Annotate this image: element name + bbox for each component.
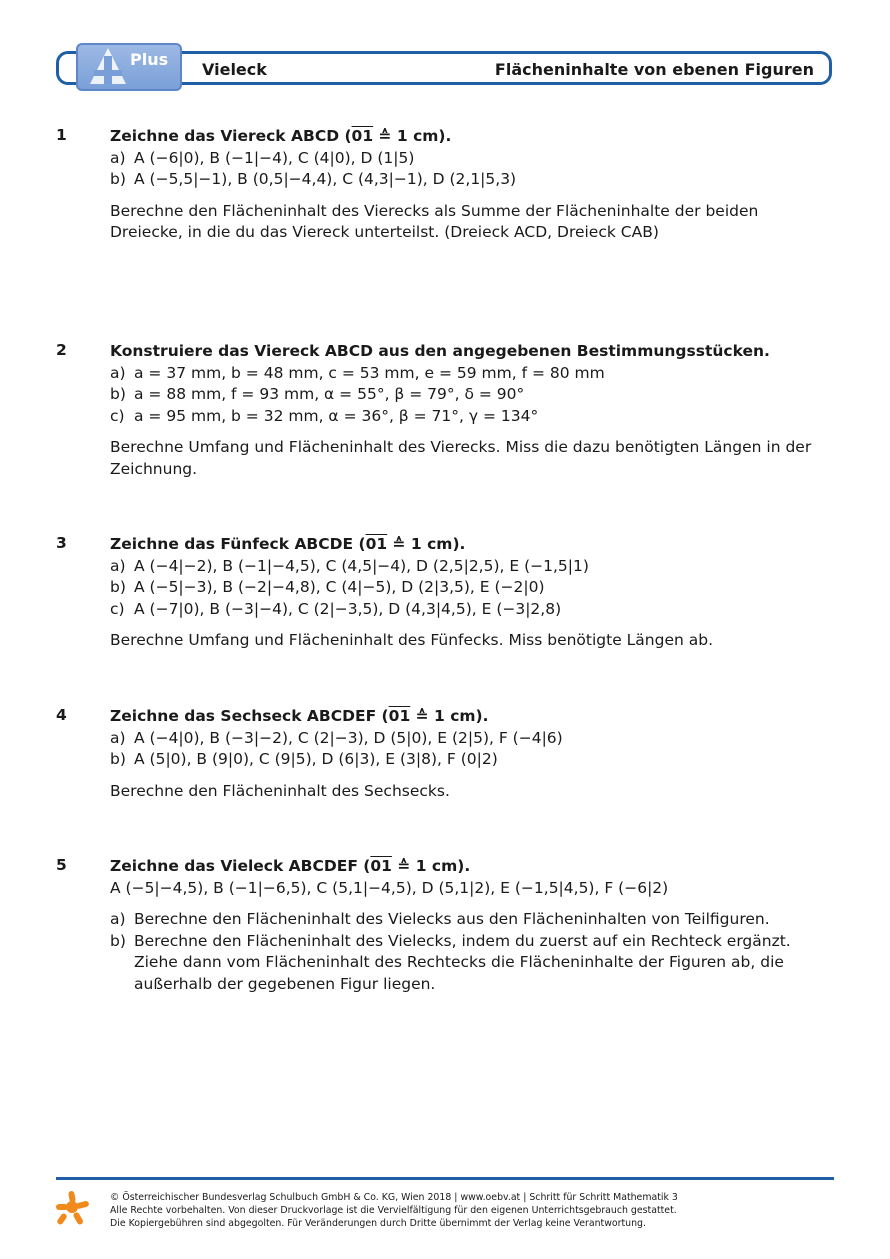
list-item: c) a = 95 mm, b = 32 mm, α = 36°, β = 71°, γ = 134° bbox=[110, 406, 539, 425]
task-title: Konstruiere das Viereck ABCD aus den angegebenen Bestimmungsstücken. bbox=[110, 342, 770, 360]
task-note: Berechne den Flächeninhalt des Sechsecks. bbox=[110, 781, 450, 800]
list-item: b) A (5|0), B (9|0), C (9|5), D (6|3), E (3|8), F (0|2) bbox=[110, 750, 498, 768]
task-title: Zeichne das Viereck ABCD (01 ≙ 1 cm). bbox=[110, 127, 452, 145]
list-item: c) A (−7|0), B (−3|−4), C (2|−3,5), D (4,3|4,5), E (−3|2,8) bbox=[110, 599, 562, 618]
footer-line: Die Kopiergebühren sind abgegolten. Für Veränderungen durch Dritte übernimmt der Verlag keine Verantwortung. bbox=[110, 1218, 646, 1229]
plus-badge-label: Plus bbox=[130, 50, 169, 69]
task-title: Zeichne das Sechseck ABCDEF (01 ≙ 1 cm). bbox=[110, 707, 489, 725]
footer-line: © Österreichischer Bundesverlag Schulbuch GmbH & Co. KG, Wien 2018 | www.oebv.at | Schritt für Schritt Mathematik 3 bbox=[110, 1192, 678, 1203]
task-title: Zeichne das Fünfeck ABCDE (01 ≙ 1 cm). bbox=[110, 535, 466, 553]
list-item: a) Berechne den Flächeninhalt des Vielecks aus den Flächeninhalten von Teilfiguren. bbox=[110, 910, 770, 928]
list-item: a) A (−4|0), B (−3|−2), C (2|−3), D (5|0), E (2|5), F (−4|6) bbox=[110, 728, 563, 747]
list-item-continuation: außerhalb der gegebenen Figur liegen. bbox=[134, 974, 436, 993]
footer-divider bbox=[56, 1177, 834, 1180]
task-number: 1 bbox=[56, 126, 67, 144]
task-note: Berechne Umfang und Flächeninhalt des Vierecks. Miss die dazu benötigten Längen in der Zeichnung. bbox=[110, 438, 812, 478]
header-topic: Vieleck bbox=[202, 60, 267, 79]
task-note: Berechne den Flächeninhalt des Vierecks als Summe der Flächeninhalte der beiden Dreiecke, in die du das Viereck unterteilst. (Dreieck ACD, Dreieck CAB) bbox=[110, 201, 759, 241]
footer-line: Alle Rechte vorbehalten. Von dieser Druckvorlage ist die Vervielfältigung für den eigenen Unterrichtsgebrauch gestattet. bbox=[110, 1205, 677, 1216]
list-item: b) Berechne den Flächeninhalt des Vielecks, indem du zuerst auf ein Rechteck ergänzt. bbox=[110, 931, 791, 950]
plus-triangle-icon bbox=[88, 46, 128, 86]
list-item: b) a = 88 mm, f = 93 mm, α = 55°, β = 79°, δ = 90° bbox=[110, 385, 525, 403]
publisher-logo-icon bbox=[54, 1190, 90, 1226]
list-item: b) A (−5,5|−1), B (0,5|−4,4), C (4,3|−1), D (2,1|5,3) bbox=[110, 170, 517, 188]
header-chapter: Flächeninhalte von ebenen Figuren bbox=[494, 60, 814, 79]
list-item: a) A (−6|0), B (−1|−4), C (4|0), D (1|5) bbox=[110, 148, 415, 167]
list-item: b) A (−5|−3), B (−2|−4,8), C (4|−5), D (2|3,5), E (−2|0) bbox=[110, 578, 545, 596]
list-item-continuation: Ziehe dann vom Flächeninhalt des Rechtecks die Flächeninhalte der Figuren ab, die bbox=[134, 953, 784, 971]
list-item: a) a = 37 mm, b = 48 mm, c = 53 mm, e = 59 mm, f = 80 mm bbox=[110, 363, 605, 382]
task-number: 2 bbox=[56, 341, 67, 359]
task-number: 4 bbox=[56, 706, 67, 724]
task-title: Zeichne das Vieleck ABCDEF (01 ≙ 1 cm). bbox=[110, 857, 471, 875]
task-number: 3 bbox=[56, 534, 67, 552]
list-item: a) A (−4|−2), B (−1|−4,5), C (4,5|−4), D (2,5|2,5), E (−1,5|1) bbox=[110, 556, 589, 575]
footer-copyright bbox=[110, 1191, 810, 1230]
task-points: A (−5|−4,5), B (−1|−6,5), C (5,1|−4,5), D (5,1|2), E (−1,5|4,5), F (−6|2) bbox=[110, 878, 669, 897]
task-number: 5 bbox=[56, 856, 67, 874]
task-note: Berechne Umfang und Flächeninhalt des Fünfecks. Miss benötigte Längen ab. bbox=[110, 631, 714, 649]
